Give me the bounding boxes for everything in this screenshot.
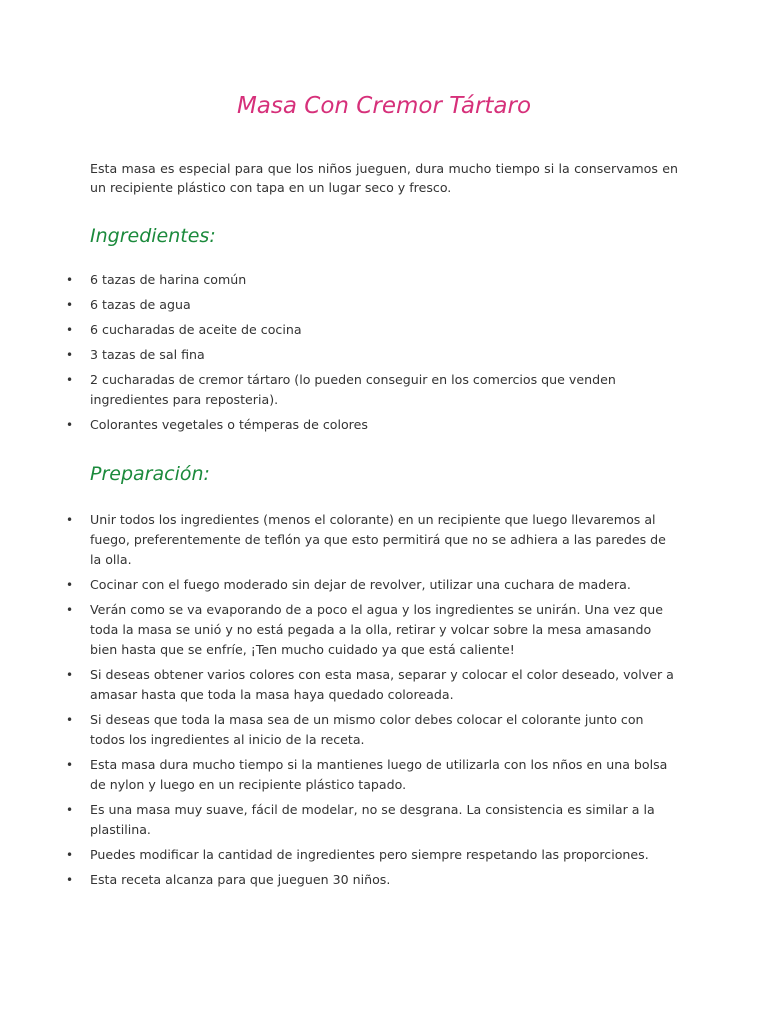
bullet-icon: • [66,873,74,887]
preparation-list [0,510,768,895]
list-item-text: Cocinar con el fuego moderado sin dejar de revolver, utilizar una cuchara de madera. [90,577,631,592]
list-item-text: Si deseas que toda la masa sea de un mismo color debes colocar el colorante junto con todos los ingredientes al inicio de la receta. [90,712,644,747]
list-item [0,845,768,865]
list-item-text: Esta receta alcanza para que jueguen 30 niños. [90,872,391,887]
list-item [0,510,768,570]
bullet-icon: • [66,348,74,362]
page-title: Masa Con Cremor Tártaro [236,93,532,119]
list-item [0,800,768,840]
list-item [0,710,768,750]
list-item [0,370,768,410]
list-item [0,755,768,795]
bullet-icon: • [66,373,74,387]
list-item-text: Es una masa muy suave, fácil de modelar, no se desgrana. La consistencia es similar a la plastilina. [90,802,655,837]
bullet-icon: • [66,513,74,527]
list-item [0,665,768,705]
intro-paragraph: Esta masa es especial para que los niños jueguen, dura mucho tiempo si la conservamos en un recipiente plástico con tapa en un lugar seco y fresco. [90,161,678,195]
list-item-text: 6 tazas de agua [90,297,191,312]
bullet-icon: • [66,603,74,617]
list-item [0,270,768,290]
list-item [0,320,768,340]
bullet-icon: • [66,758,74,772]
list-item-text: 3 tazas de sal fina [90,347,205,362]
list-item [0,870,768,890]
list-item-text: Colorantes vegetales o témperas de colores [90,417,368,432]
list-item-text: 6 cucharadas de aceite de cocina [90,322,302,337]
bullet-icon: • [66,848,74,862]
bullet-icon: • [66,803,74,817]
list-item [0,345,768,365]
list-item-text: Esta masa dura mucho tiempo si la mantienes luego de utilizarla con los nños en una bolsa de nylon y luego en un recipiente plástico tapado. [90,757,668,792]
list-item [0,295,768,315]
bullet-icon: • [66,418,74,432]
list-item-text: Puedes modificar la cantidad de ingredientes pero siempre respetando las proporciones. [90,847,649,862]
bullet-icon: • [66,298,74,312]
list-item-text: 6 tazas de harina común [90,272,247,287]
bullet-icon: • [66,323,74,337]
ingredients-list [0,270,768,440]
ingredients-heading: Ingredientes: [90,225,216,247]
list-item-text: 2 cucharadas de cremor tártaro (lo pueden conseguir en los comercios que venden ingredientes para reposteria). [90,372,616,407]
list-item [0,575,768,595]
bullet-icon: • [66,713,74,727]
list-item-text: Unir todos los ingredientes (menos el colorante) en un recipiente que luego llevaremos al fuego, preferentemente de teflón ya que esto permitirá que no se adhiera a las paredes de la olla. [90,512,666,567]
bullet-icon: • [66,273,74,287]
bullet-icon: • [66,578,74,592]
list-item [0,600,768,660]
preparation-heading: Preparación: [90,463,210,485]
bullet-icon: • [66,668,74,682]
list-item-text: Si deseas obtener varios colores con esta masa, separar y colocar el color deseado, volver a amasar hasta que toda la masa haya quedado coloreada. [90,667,674,702]
list-item-text: Verán como se va evaporando de a poco el agua y los ingredientes se unirán. Una vez que toda la masa se unió y no está pegada a la olla, retirar y volcar sobre la mesa amasando bien hasta que se enfríe, ¡Ten mucho cuidado ya que está caliente! [90,602,663,657]
list-item [0,415,768,435]
